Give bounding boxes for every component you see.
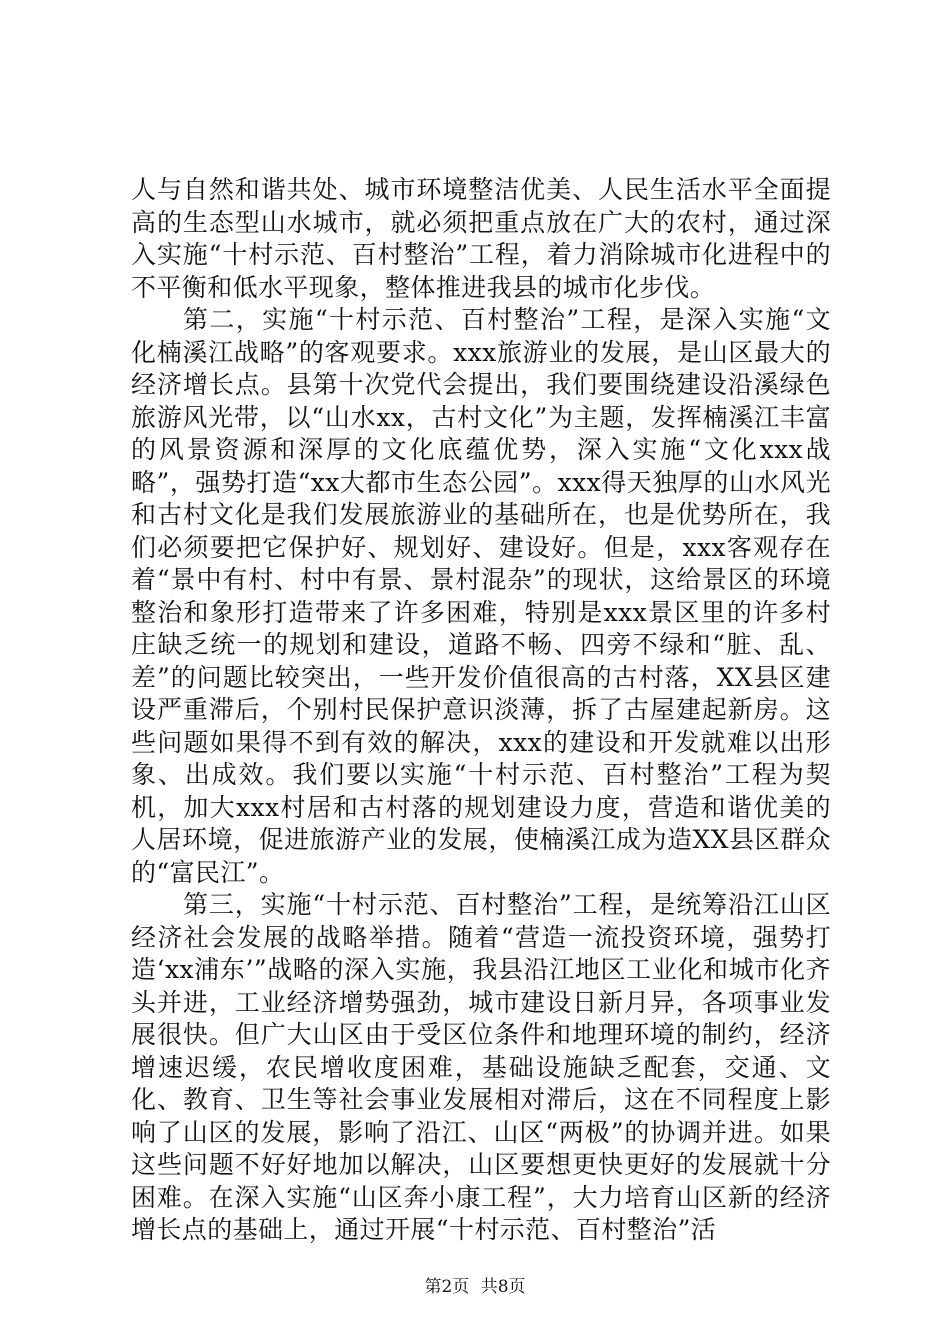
page-number: 第2页 bbox=[424, 1277, 470, 1297]
paragraph-3: 第三，实施“十村示范、百村整治”工程，是统筹沿江山区经济社会发展的战略举措。随着“营造一流投资环境，强势打造‘xx浦东’”战略的深入实施，我县沿江地区工业化和城市化齐头并进，工业经济增势强劲，城市建设日新月异，各项事业发展很快。但广大山区由于受区位条件和地理环境的制约，经济增速迟缓，农民增收度困难，基础设施缺乏配套，交通、文化、教育、卫生等社会事业发展相对滞后，这在不同程度上影响了山区的发展，影响了沿江、山区“两极”的协调并进。如果这些问题不好好地加以解决，山区要想更快更好的发展就十分困难。在深入实施“山区奔小康工程”，大力培育山区新的经济增长点的基础上，通过开展“十村示范、百村整治”活 bbox=[131, 890, 831, 1244]
paragraph-2: 第二，实施“十村示范、百村整治”工程，是深入实施“文化楠溪江战略”的客观要求。xxx旅游业的发展，是山区最大的经济增长点。县第十次党代会提出，我们要围绕建设沿溪绿色旅游风光带，以“山水xx，古村文化”为主题，发挥楠溪江丰富的风景资源和深厚的文化底蕴优势，深入实施“文化xxx战略”，强势打造“xx大都市生态公园”。xxx得天独厚的山水风光和古村文化是我们发展旅游业的基础所在，也是优势所在，我们必须要把它保护好、规划好、建设好。但是，xxx客观存在着“景中有村、村中有景、景村混杂”的现状，这给景区的环境整治和象形打造带来了许多困难，特别是xxx景区里的许多村庄缺乏统一的规划和建设，道路不畅、四旁不绿和“脏、乱、差”的问题比较突出，一些开发价值很高的古村落，XX县区建设严重滞后，个别村民保护意识淡薄，拆了古屋建起新房。这些问题如果得不到有效的解决，xxx的建设和开发就难以出形象、出成效。我们要以实施“十村示范、百村整治”工程为契机，加大xxx村居和古村落的规划建设力度，营造和谐优美的人居环境，促进旅游产业的发展，使楠溪江成为造XX县区群众的“富民江”。 bbox=[131, 305, 831, 887]
body-text bbox=[131, 174, 831, 1247]
page-footer bbox=[0, 1276, 950, 1298]
page-total: 共8页 bbox=[480, 1277, 526, 1297]
paragraph-1: 人与自然和谐共处、城市环境整洁优美、人民生活水平全面提高的生态型山水城市，就必须把重点放在广大的农村，通过深入实施“十村示范、百村整治”工程，着力消除城市化进程中的不平衡和低水平现象，整体推进我县的城市化步伐。 bbox=[131, 175, 831, 302]
